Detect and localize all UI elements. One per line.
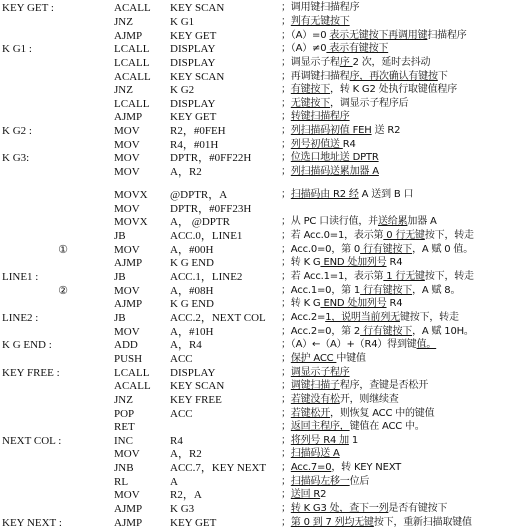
- code-mnemonic: MOV: [114, 489, 140, 501]
- code-mnemonic: RET: [114, 421, 135, 433]
- code-comment: ；Acc.0=0，第 0 行有键按下，A 赋 0 值。: [281, 244, 474, 255]
- code-operand: A，R2: [170, 448, 202, 460]
- code-comment: ；调显示子程序 2 次，延时去抖动: [281, 57, 431, 68]
- code-mnemonic: ACALL: [114, 71, 151, 83]
- circled-number-marker: ②: [58, 285, 68, 297]
- code-line: [0, 202, 515, 216]
- code-line: [0, 475, 515, 489]
- code-comment: ；位选口地址送 DPTR: [281, 152, 379, 163]
- code-label: NEXT COL :: [2, 435, 62, 447]
- code-comment: ；若 Acc.1=1，表示第 1 行无键按下，转走: [281, 271, 474, 282]
- code-line: [0, 516, 515, 530]
- code-label: KEY NEXT :: [2, 517, 62, 529]
- code-comment: ；（A）≠0 表示有键按下: [281, 43, 389, 54]
- code-mnemonic: MOV: [114, 139, 140, 151]
- code-mnemonic: JB: [114, 312, 126, 324]
- code-mnemonic: AJMP: [114, 111, 143, 123]
- code-operand: A: [170, 476, 178, 488]
- code-line: [0, 110, 515, 124]
- code-comment: ；第 0 到 7 列均无键按下，重新扫描取键值: [281, 517, 472, 528]
- code-mnemonic: AJMP: [114, 503, 143, 515]
- code-line: [0, 461, 515, 475]
- code-line: [0, 379, 515, 393]
- circled-number-marker: ①: [58, 244, 68, 256]
- code-mnemonic: LCALL: [114, 57, 150, 69]
- code-comment: ；若 Acc.0=1，表示第 0 行无键按下，转走: [281, 230, 474, 241]
- code-line: [0, 15, 515, 29]
- code-comment: ；（A）←（A）+（R4）得到键值。: [281, 339, 437, 350]
- code-label: K G1 :: [2, 43, 32, 55]
- code-label: KEY GET :: [2, 2, 54, 14]
- code-comment: ；（A）=0 表示无键按下再调用键扫描程序: [281, 30, 467, 41]
- code-label: K G3:: [2, 152, 30, 164]
- code-comment: ；转 K G END 处加列号 R4: [281, 298, 403, 309]
- code-comment: ；列号初值送 R4: [281, 139, 356, 150]
- code-operand: KEY FREE: [170, 394, 222, 406]
- code-comment: ；Acc.2=0，第 2 行有键按下，A 赋 10H。: [281, 326, 474, 337]
- code-mnemonic: LCALL: [114, 367, 150, 379]
- code-operand: K G3: [170, 503, 195, 515]
- code-operand: ACC.1，LINE2: [170, 271, 243, 283]
- code-line: [0, 188, 515, 202]
- code-comment: ；有键按下，转 K G2 处执行取键值程序: [281, 84, 458, 95]
- code-line: [0, 338, 515, 352]
- code-comment: ；判有无键按下: [281, 16, 350, 27]
- code-comment: ；转键扫描程序: [281, 111, 350, 122]
- code-comment: ；保护 ACC 中键值: [281, 353, 366, 364]
- code-line: [0, 229, 515, 243]
- code-operand: KEY SCAN: [170, 380, 225, 392]
- code-operand: R2，#0FEH: [170, 125, 226, 137]
- code-operand: DPTR，#0FF22H: [170, 152, 252, 164]
- code-operand: KEY GET: [170, 111, 217, 123]
- code-mnemonic: ADD: [114, 339, 138, 351]
- code-line: [0, 1, 515, 15]
- code-operand: ACC.7，KEY NEXT: [170, 462, 267, 474]
- code-comment: ；调用键扫描程序: [281, 2, 360, 13]
- code-operand: ACC: [170, 353, 193, 365]
- code-line: [0, 56, 515, 70]
- code-line: [0, 97, 515, 111]
- code-comment: ；扫描码由 R2 经 A 送到 B 口: [281, 189, 414, 200]
- code-mnemonic: LCALL: [114, 43, 150, 55]
- code-operand: @DPTR，A: [170, 189, 228, 201]
- code-mnemonic: AJMP: [114, 30, 143, 42]
- code-operand: ACC.0，LINE1: [170, 230, 243, 242]
- code-mnemonic: ACALL: [114, 380, 151, 392]
- code-operand: A，#08H: [170, 285, 214, 297]
- code-operand: DISPLAY: [170, 57, 216, 69]
- code-line: [0, 284, 515, 298]
- code-label: KEY FREE :: [2, 367, 60, 379]
- code-line: [0, 447, 515, 461]
- code-operand: K G2: [170, 84, 195, 96]
- code-mnemonic: LCALL: [114, 98, 150, 110]
- code-operand: A，#00H: [170, 244, 214, 256]
- code-operand: KEY GET: [170, 517, 217, 529]
- code-line: [0, 297, 515, 311]
- code-mnemonic: AJMP: [114, 298, 143, 310]
- code-comment: ；将列号 R4 加 1: [281, 435, 359, 446]
- code-line: [0, 29, 515, 43]
- code-operand: DPTR，#0FF23H: [170, 203, 252, 215]
- code-comment: ；若键松开，则恢复 ACC 中的键值: [281, 408, 435, 419]
- code-line: [0, 215, 515, 229]
- code-comment: ；转 K G END 处加列号 R4: [281, 257, 403, 268]
- code-mnemonic: MOV: [114, 326, 140, 338]
- code-comment: ；送回 R2: [281, 489, 327, 500]
- code-operand: KEY SCAN: [170, 71, 225, 83]
- code-operand: ACC: [170, 408, 193, 420]
- code-mnemonic: PUSH: [114, 353, 143, 365]
- code-operand: R4，#01H: [170, 139, 219, 151]
- code-comment: ；从 PC 口读行值，并送给累加器 A: [281, 216, 437, 227]
- code-mnemonic: MOV: [114, 203, 140, 215]
- code-label: K G END :: [2, 339, 52, 351]
- code-operand: A，R4: [170, 339, 202, 351]
- code-line: [0, 243, 515, 257]
- code-line: [0, 83, 515, 97]
- code-line: [0, 270, 515, 284]
- code-line: [0, 256, 515, 270]
- code-operand: DISPLAY: [170, 98, 216, 110]
- code-operand: K G END: [170, 298, 214, 310]
- code-mnemonic: MOV: [114, 166, 140, 178]
- code-mnemonic: MOV: [114, 448, 140, 460]
- code-operand: K G END: [170, 257, 214, 269]
- code-line: [0, 502, 515, 516]
- code-line: [0, 124, 515, 138]
- code-mnemonic: JB: [114, 271, 126, 283]
- code-operand: R2，A: [170, 489, 202, 501]
- code-line: [0, 325, 515, 339]
- code-mnemonic: AJMP: [114, 257, 143, 269]
- code-comment: ；列扫描码初值 FEH 送 R2: [281, 125, 401, 136]
- code-line: [0, 151, 515, 165]
- code-comment: ；若键没有松开，则继续查: [281, 394, 399, 405]
- code-label: LINE2 :: [2, 312, 39, 324]
- code-comment: ；返回主程序，键值在 ACC 中。: [281, 421, 425, 432]
- code-comment: ；扫描码左移一位后: [281, 476, 370, 487]
- code-line: [0, 366, 515, 380]
- code-operand: DISPLAY: [170, 43, 216, 55]
- code-line: [0, 42, 515, 56]
- code-operand: KEY SCAN: [170, 2, 225, 14]
- code-mnemonic: INC: [114, 435, 133, 447]
- code-mnemonic: ACALL: [114, 2, 151, 14]
- code-comment: ；转 K G3 处，查下一列是否有键按下: [281, 503, 448, 514]
- code-line: [0, 393, 515, 407]
- code-operand: K G1: [170, 16, 195, 28]
- code-comment: ；列扫描码送累加器 A: [281, 166, 379, 177]
- code-comment: ；Acc.2=1，说明当前列无键按下，转走: [281, 312, 459, 323]
- code-line: [0, 352, 515, 366]
- code-mnemonic: MOVX: [114, 189, 148, 201]
- code-operand: A，R2: [170, 166, 202, 178]
- code-line: [0, 407, 515, 421]
- code-mnemonic: JB: [114, 230, 126, 242]
- code-mnemonic: POP: [114, 408, 135, 420]
- code-label: LINE1 :: [2, 271, 39, 283]
- code-operand: A， @DPTR: [170, 216, 230, 228]
- code-comment: ；Acc.1=0，第 1 行有键按下，A 赋 8。: [281, 285, 461, 296]
- code-mnemonic: MOV: [114, 125, 140, 137]
- code-operand: DISPLAY: [170, 367, 216, 379]
- code-comment: ；无键按下，调显示子程序后: [281, 98, 409, 109]
- code-operand: A，#10H: [170, 326, 214, 338]
- code-operand: ACC.2，NEXT COL: [170, 312, 266, 324]
- code-comment: ；扫描码送 A: [281, 448, 340, 459]
- code-operand: KEY GET: [170, 30, 217, 42]
- code-comment: ；Acc.7=0，转 KEY NEXT: [281, 462, 402, 473]
- code-line: [0, 70, 515, 84]
- code-mnemonic: RL: [114, 476, 129, 488]
- code-mnemonic: JNZ: [114, 16, 133, 28]
- code-line: [0, 420, 515, 434]
- code-line: [0, 311, 515, 325]
- code-mnemonic: JNZ: [114, 394, 133, 406]
- code-line: [0, 488, 515, 502]
- code-mnemonic: MOVX: [114, 216, 148, 228]
- code-mnemonic: JNZ: [114, 84, 133, 96]
- code-label: K G2 :: [2, 125, 32, 137]
- code-operand: R4: [170, 435, 183, 447]
- code-line: [0, 165, 515, 179]
- code-mnemonic: JNB: [114, 462, 134, 474]
- code-mnemonic: AJMP: [114, 517, 143, 529]
- code-comment: ；调显示子程序: [281, 367, 350, 378]
- code-mnemonic: MOV: [114, 152, 140, 164]
- code-line: [0, 434, 515, 448]
- code-comment: ；调键扫描子程序，查键是否松开: [281, 380, 429, 391]
- code-mnemonic: MOV: [114, 244, 140, 256]
- code-line: [0, 138, 515, 152]
- code-mnemonic: MOV: [114, 285, 140, 297]
- code-comment: ；再调键扫描程序，再次确认有键按下: [281, 71, 448, 82]
